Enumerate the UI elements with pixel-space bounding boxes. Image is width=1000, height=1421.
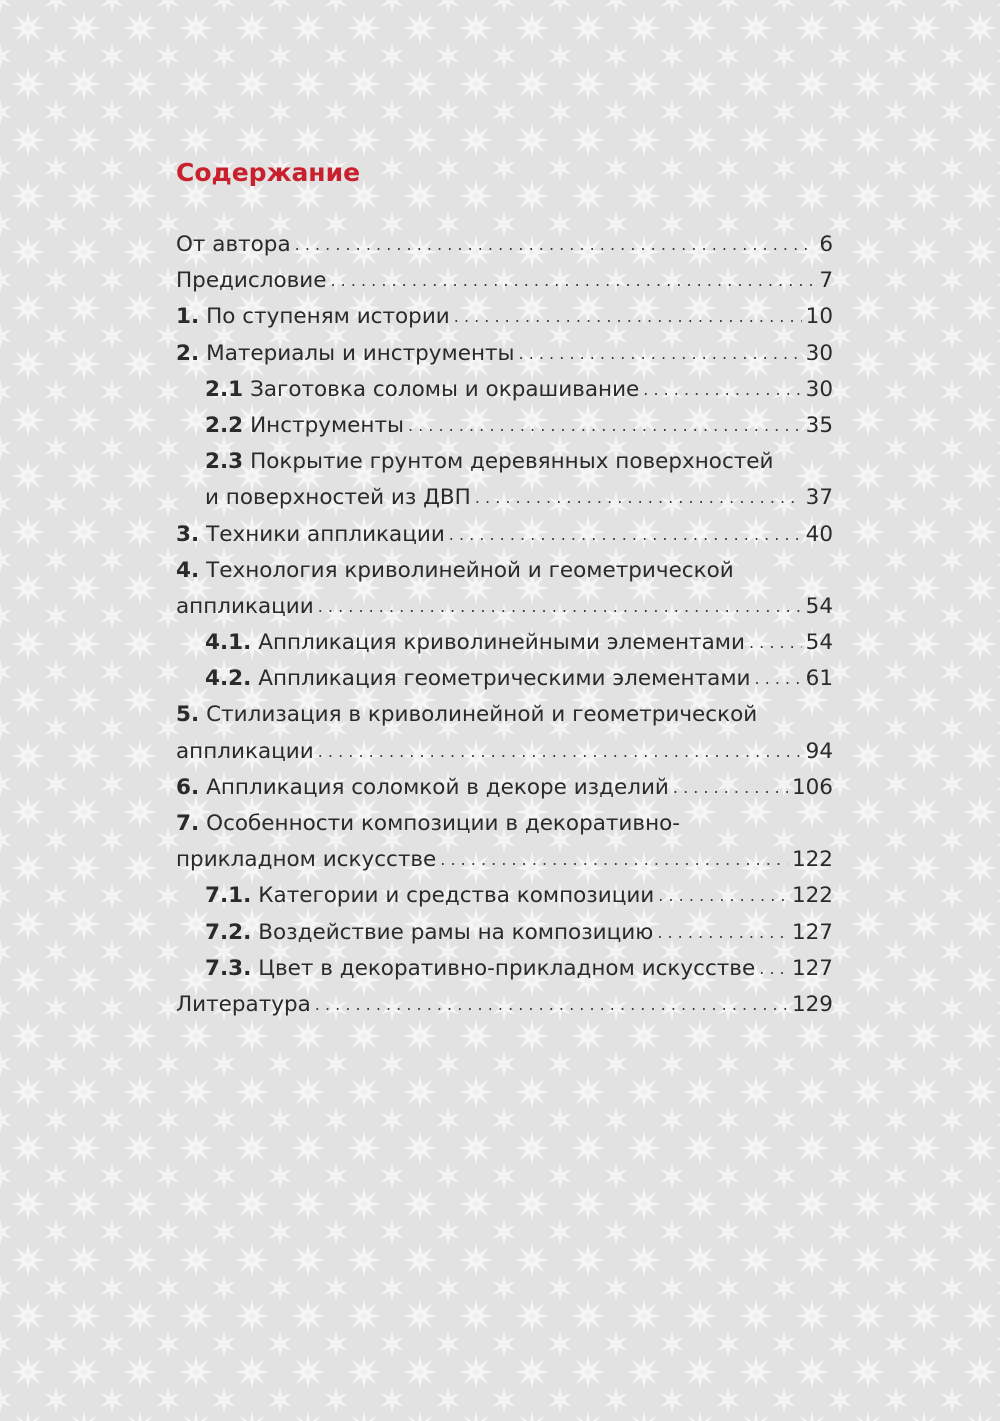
toc-entry-number: 4.2. — [205, 666, 252, 692]
toc-entry[interactable] — [176, 372, 833, 408]
toc-entry[interactable] — [176, 987, 833, 1023]
table-of-contents — [176, 227, 833, 1023]
toc-entry[interactable] — [176, 227, 833, 263]
toc-entry-number: 5. — [176, 702, 200, 728]
toc-entry-number: 7.2. — [205, 919, 252, 945]
toc-entry-number: 3. — [176, 521, 200, 547]
toc-page-number: 122 — [791, 883, 833, 909]
toc-entry-title: Литература — [176, 991, 311, 1017]
toc-dot-leader — [318, 734, 802, 770]
toc-page-number: 35 — [805, 412, 833, 438]
toc-page-number: 106 — [791, 774, 833, 800]
toc-entry-title-continued: аппликации — [176, 593, 314, 619]
toc-entry-title: Материалы и инструменты — [206, 340, 515, 366]
toc-entry[interactable] — [176, 408, 833, 444]
toc-entry-title: Аппликация соломкой в декоре изделий — [206, 774, 669, 800]
toc-entry[interactable] — [176, 444, 833, 480]
toc-dot-leader — [658, 878, 788, 914]
toc-entry-title: Заготовка соломы и окрашивание — [250, 376, 640, 402]
toc-dot-leader — [330, 263, 815, 299]
toc-dot-leader — [643, 372, 801, 408]
toc-entry[interactable] — [176, 517, 833, 553]
toc-entry-number: 1. — [176, 304, 200, 330]
toc-entry-title: От автора — [176, 232, 291, 257]
toc-page-number: 30 — [805, 340, 833, 366]
toc-entry-continuation[interactable] — [176, 480, 833, 516]
toc-entry-title-continued: и поверхностей из ДВП — [205, 485, 471, 511]
toc-page-number: 127 — [791, 955, 833, 981]
toc-entry-title: Покрытие грунтом деревянных поверхностей — [250, 449, 774, 475]
toc-dot-leader — [449, 517, 802, 553]
toc-dot-leader — [759, 951, 788, 987]
toc-page-number: 40 — [805, 521, 833, 547]
toc-dot-leader — [475, 480, 802, 516]
toc-entry-title-continued: прикладном искусстве — [176, 847, 437, 873]
toc-entry[interactable] — [176, 806, 833, 842]
toc-page-number: 7 — [819, 268, 833, 294]
toc-entry[interactable] — [176, 299, 833, 335]
toc-entry[interactable] — [176, 770, 833, 806]
toc-dot-leader — [519, 336, 802, 372]
toc-page-number: 129 — [791, 991, 833, 1017]
toc-dot-leader — [408, 408, 802, 444]
toc-page-number: 54 — [805, 630, 833, 656]
toc-entry[interactable] — [176, 661, 833, 697]
toc-dot-leader — [673, 770, 788, 806]
toc-entry-title: Инструменты — [250, 412, 404, 438]
toc-entry-number: 4.1. — [205, 630, 252, 656]
toc-entry[interactable] — [176, 263, 833, 299]
toc-entry[interactable] — [176, 878, 833, 914]
toc-entry-number: 7. — [176, 811, 200, 836]
toc-entry-title: Воздействие рамы на композицию — [258, 919, 654, 945]
toc-dot-leader — [295, 227, 816, 263]
toc-entry-title: Аппликация криволинейными элементами — [258, 630, 745, 656]
toc-entry-continuation[interactable] — [176, 842, 833, 878]
toc-entry[interactable] — [176, 951, 833, 987]
toc-entry-number: 7.3. — [205, 955, 252, 981]
toc-entry-title: Техники аппликации — [206, 521, 445, 547]
toc-entry[interactable] — [176, 553, 833, 589]
toc-entry-number: 6. — [176, 774, 200, 800]
toc-dot-leader — [749, 625, 802, 661]
toc-entry-number: 4. — [176, 557, 200, 583]
toc-page-number: 94 — [805, 738, 833, 764]
toc-dot-leader — [454, 299, 802, 335]
toc-dot-leader — [440, 842, 788, 878]
toc-page-number: 127 — [791, 919, 833, 945]
toc-entry-title-continued: аппликации — [176, 738, 314, 764]
toc-entry[interactable] — [176, 625, 833, 661]
toc-page-number: 122 — [791, 847, 833, 873]
toc-page-number: 54 — [805, 593, 833, 619]
toc-entry-number: 2.1 — [205, 376, 244, 402]
toc-entry[interactable] — [176, 915, 833, 951]
toc-entry-title: Предисловие — [176, 268, 327, 294]
toc-entry-title: Особенности композиции в декоративно- — [206, 811, 681, 836]
toc-entry-number: 7.1. — [205, 883, 252, 909]
toc-entry-number: 2.2 — [205, 412, 244, 438]
toc-dot-leader — [657, 915, 788, 951]
toc-entry-number: 2.3 — [205, 449, 244, 475]
toc-entry-number: 2. — [176, 340, 200, 366]
toc-entry[interactable] — [176, 336, 833, 372]
toc-entry-title: Аппликация геометрическими элементами — [258, 666, 751, 692]
toc-entry-title: По ступеням истории — [206, 304, 450, 330]
toc-entry-title: Цвет в декоративно-прикладном искусстве — [258, 955, 756, 981]
toc-dot-leader — [318, 589, 802, 625]
toc-page-number: 6 — [819, 232, 833, 257]
toc-page-number: 61 — [805, 666, 833, 692]
toc-dot-leader — [315, 987, 788, 1023]
toc-page-number: 10 — [805, 304, 833, 330]
toc-entry-continuation[interactable] — [176, 589, 833, 625]
page-title: Содержание — [176, 158, 361, 187]
toc-entry-title: Категории и средства композиции — [258, 883, 655, 909]
toc-entry-title: Стилизация в криволинейной и геометрической — [206, 702, 758, 728]
toc-entry-continuation[interactable] — [176, 734, 833, 770]
toc-entry-title: Технология криволинейной и геометрической — [206, 557, 734, 583]
toc-page-number: 37 — [805, 485, 833, 511]
toc-page-number: 30 — [805, 376, 833, 402]
toc-entry[interactable] — [176, 697, 833, 733]
toc-dot-leader — [755, 661, 802, 697]
